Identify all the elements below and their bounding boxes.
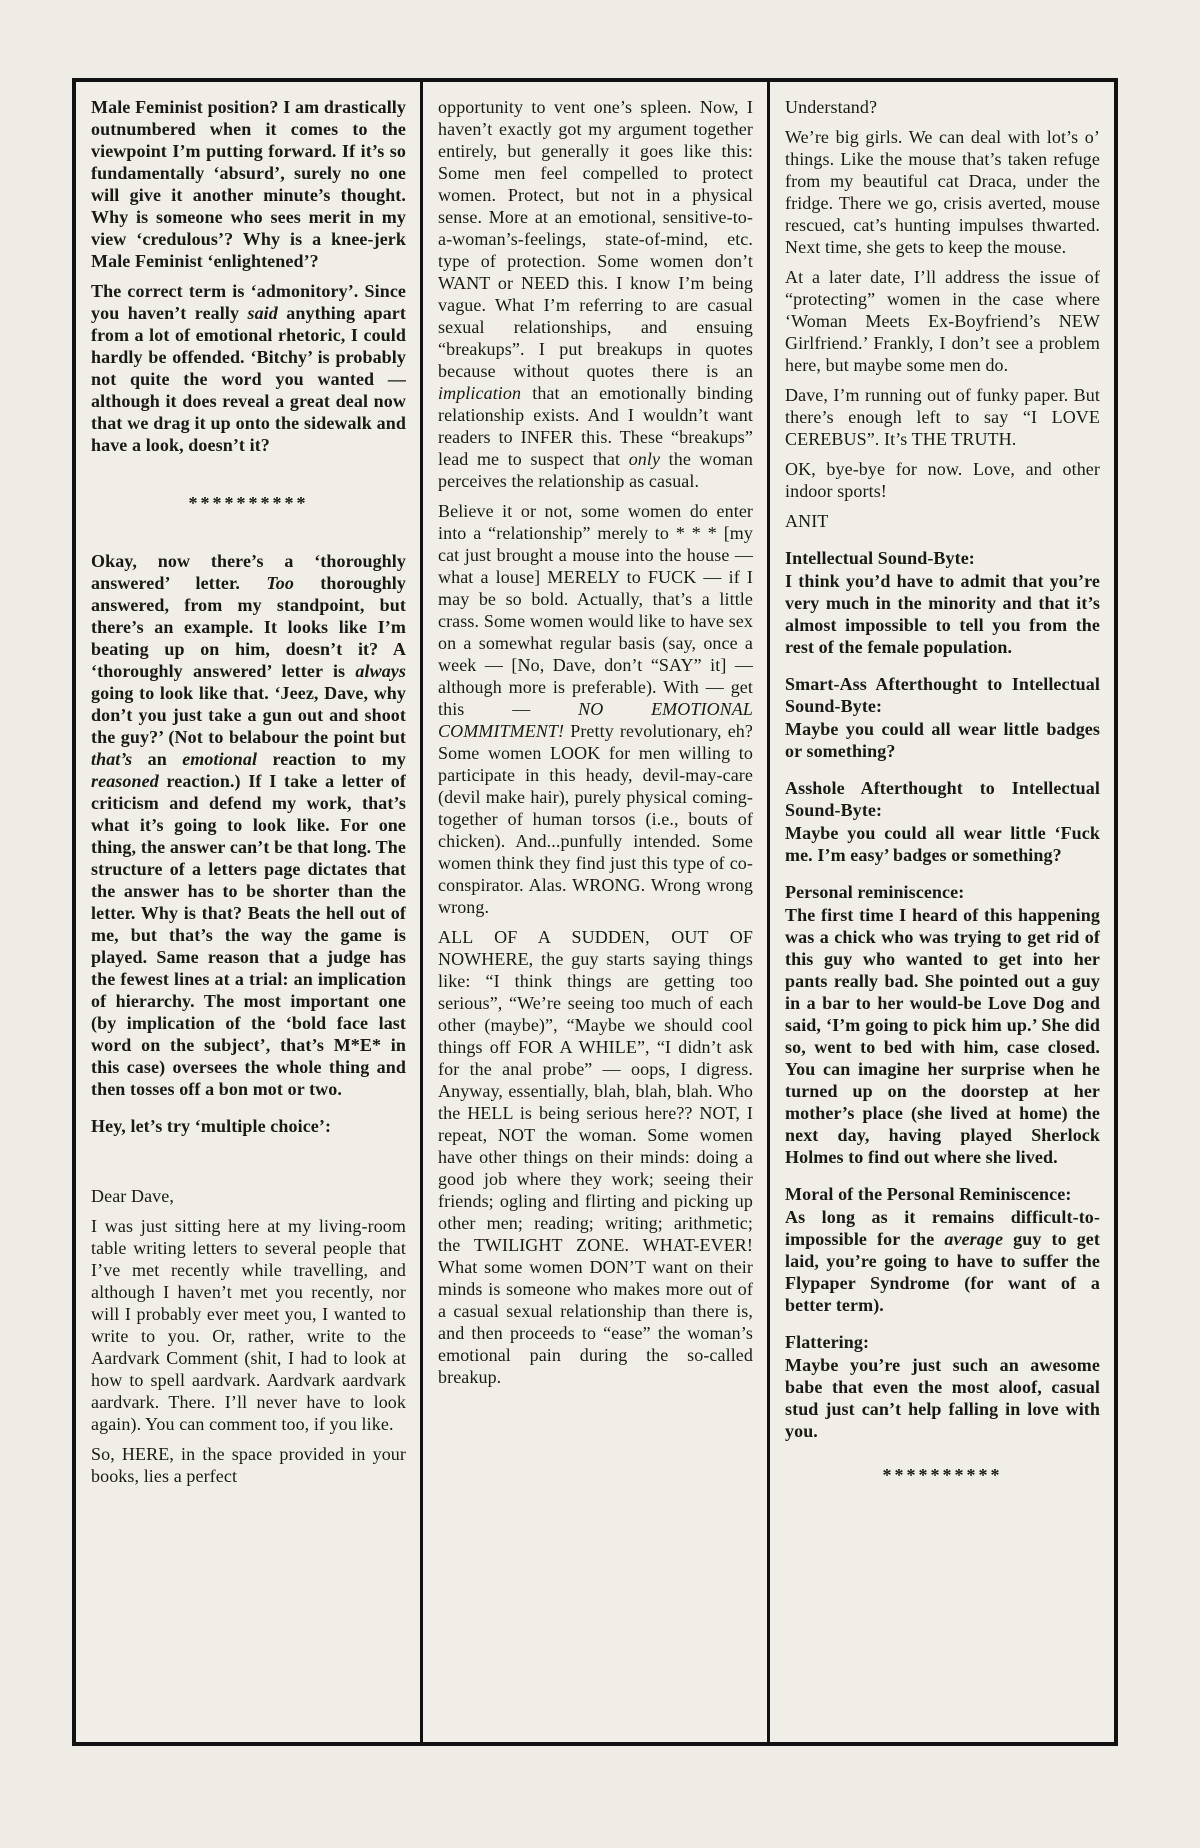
paragraph: ALL OF A SUDDEN, OUT OF NOWHERE, the guy starts saying things like: “I think things are getting too serious”, “We’re seeing too much of each other (maybe)”, “Maybe we should cool things off FOR A WHILE”, “I didn’t ask for the anal probe” — oops, I digress. Anyway, essentially, blah, blah, blah. Who the HELL is being serious here?? NOT, I repeat, NOT the woman. Some women have other things on their minds: doing a good job where they work; seeing their friends; ogling and flirting and picking up other men; reading; writing; arithmetic; the TWILIGHT ZONE. WHAT-EVER! What some women DON’T want on their minds is someone who makes more out of a casual sexual relationship than there is, and then proceeds to “ease” the woman’s emotional pain during the so-called breakup. bbox=[438, 927, 753, 1387]
paragraph: I think you’d have to admit that you’re very much in the minority and that it’s almost impossible to tell you from the rest of the female population. bbox=[785, 571, 1100, 657]
paragraph: Hey, let’s try ‘multiple choice’: bbox=[91, 1116, 332, 1136]
paragraph: Believe it or not, some women do enter into a “relationship” merely to * * * [my cat just brought a mouse into the house — what a louse] MERELY to FUCK — if I may be so bold. Actually, that’s a little crass. Some women would like to have sex on a somewhat regular basis (say, once a week — [No, Dave, don’t “SAY” it] — although more is preferable). With — get this — NO EMOTIONAL COMMITMENT! Pretty revolutionary, eh? Some women LOOK for men willing to participate in this heady, devil-may-care (devil make hair), purely physical coming-together of human torsos (i.e., bouts of chicken). And...punfully intended. Some women think they find just this type of co-conspirator. Alas. WRONG. Wrong wrong wrong. bbox=[438, 501, 753, 917]
separator-stars: ********** bbox=[188, 493, 309, 513]
paragraph: The correct term is ‘admonitory’. Since you haven’t really said anything apart from a lot of emotional rhetoric, I could hardly be offended. ‘Bitchy’ is probably not quite the word you wanted — although it does reveal a great deal now that we drag it up onto the sidewalk and have a look, doesn’t it? bbox=[91, 281, 406, 455]
paragraph: I was just sitting here at my living-room table writing letters to several people that I’ve met recently while travelling, and although I haven’t met you recently, nor will I probably ever meet you, I wanted to write to you. Or, rather, write to the Aardvark Comment (shit, I had to look at how to spell aardvark. Aardvark aardvark aardvark. There. I’ll never have to look again). You can comment too, if you like. bbox=[91, 1216, 406, 1434]
paragraph: Male Feminist position? I am drastically outnumbered when it comes to the viewpoint I’m putting forward. If it’s so fundamentally ‘absurd’, surely no one will give it another minute’s thought. Why is someone who sees merit in my view ‘credulous’? Why is a knee-jerk Male Feminist ‘enlightened’? bbox=[91, 97, 406, 271]
paragraph: Dear Dave, bbox=[91, 1186, 174, 1206]
section-heading: Asshole Afterthought to Intellectual Sound-Byte: bbox=[785, 778, 1100, 820]
paragraph: Maybe you could all wear little ‘Fuck me. I’m easy’ badges or something? bbox=[785, 823, 1100, 865]
paragraph: As long as it remains difficult-to-impossible for the average guy to get laid, you’re going to have to suffer the Flypaper Syndrome (for want of a better term). bbox=[785, 1207, 1100, 1315]
separator-stars: ********** bbox=[882, 1465, 1003, 1485]
section-heading: Smart-Ass Afterthought to Intellectual Sound-Byte: bbox=[785, 674, 1100, 716]
section-heading: Flattering: bbox=[785, 1332, 870, 1352]
paragraph: Dave, I’m running out of funky paper. But there’s enough left to say “I LOVE CEREBUS”. It’s THE TRUTH. bbox=[785, 385, 1100, 449]
paragraph: At a later date, I’ll address the issue of “protecting” women in the case where ‘Woman Meets Ex-Boyfriend’s NEW Girlfriend.’ Frankly, I don’t see a problem here, but maybe some men do. bbox=[785, 267, 1100, 375]
section-heading: Intellectual Sound-Byte: bbox=[785, 548, 975, 568]
section-heading: Moral of the Personal Reminiscence: bbox=[785, 1184, 1072, 1204]
column-3 bbox=[770, 82, 1114, 1742]
text-frame bbox=[72, 78, 1118, 1746]
paragraph: Maybe you could all wear little badges or something? bbox=[785, 719, 1100, 761]
paragraph: ANIT bbox=[785, 511, 829, 531]
paragraph: Maybe you’re just such an awesome babe that even the most aloof, casual stud just can’t help falling in love with you. bbox=[785, 1355, 1100, 1441]
paragraph: Understand? bbox=[785, 97, 878, 117]
section-heading: Personal reminiscence: bbox=[785, 882, 965, 902]
paragraph: opportunity to vent one’s spleen. Now, I haven’t exactly got my argument together entirely, but generally it goes like this: Some men feel compelled to protect women. Protect, but not in a physical sense. More at an emotional, sensitive-to-a-woman’s-feelings, state-of-mind, etc. type of protection. Some women don’t WANT or NEED this. I know I’m being vague. What I’m referring to are casual sexual relationships, and ensuing “breakups”. I put breakups in quotes because without quotes there is an implication that an emotionally binding relationship exists. And I wouldn’t want readers to INFER this. These “breakups” lead me to suspect that only the woman perceives the relationship as casual. bbox=[438, 97, 753, 491]
paragraph: OK, bye-bye for now. Love, and other indoor sports! bbox=[785, 459, 1100, 501]
column-1 bbox=[76, 82, 420, 1742]
paragraph: Okay, now there’s a ‘thoroughly answered’ letter. Too thoroughly answered, from my standpoint, but there’s an example. It looks like I’m beating up on him, doesn’t it? A ‘thoroughly answered’ letter is always going to look like that. ‘Jeez, Dave, why don’t you just take a gun out and shoot the guy?’ (Not to belabour the point but that’s an emotional reaction to my reasoned reaction.) If I take a letter of criticism and defend my work, that’s what it’s going to look like. For one thing, the answer can’t be that long. The structure of a letters page dictates that the answer has to be shorter than the letter. Why is that? Beats the hell out of me, but that’s the way the game is played. Same reason that a judge has the fewest lines at a trial: an implication of hierarchy. The most important one (by implication of the ‘bold face last word on the subject’, that’s M*E* in this case) oversees the whole thing and then tosses off a bon mot or two. bbox=[91, 551, 406, 1099]
paragraph: We’re big girls. We can deal with lot’s o’ things. Like the mouse that’s taken refuge from my beautiful cat Draca, under the fridge. There we go, crisis averted, mouse rescued, cat’s hunting impulses thwarted. Next time, she gets to keep the mouse. bbox=[785, 127, 1100, 257]
paragraph: So, HERE, in the space provided in your books, lies a perfect bbox=[91, 1444, 406, 1486]
paragraph: The first time I heard of this happening was a chick who was trying to get rid of this guy who wanted to get into her pants really bad. She pointed out a guy in a bar to her would-be Love Dog and said, ‘I’m going to pick him up.’ She did so, went to bed with him, case closed. You can imagine her surprise when he turned up on the doorstep at her mother’s place (she lived at home) the next day, having played Sherlock Holmes to find out where she lived. bbox=[785, 905, 1100, 1167]
column-2 bbox=[423, 82, 767, 1742]
